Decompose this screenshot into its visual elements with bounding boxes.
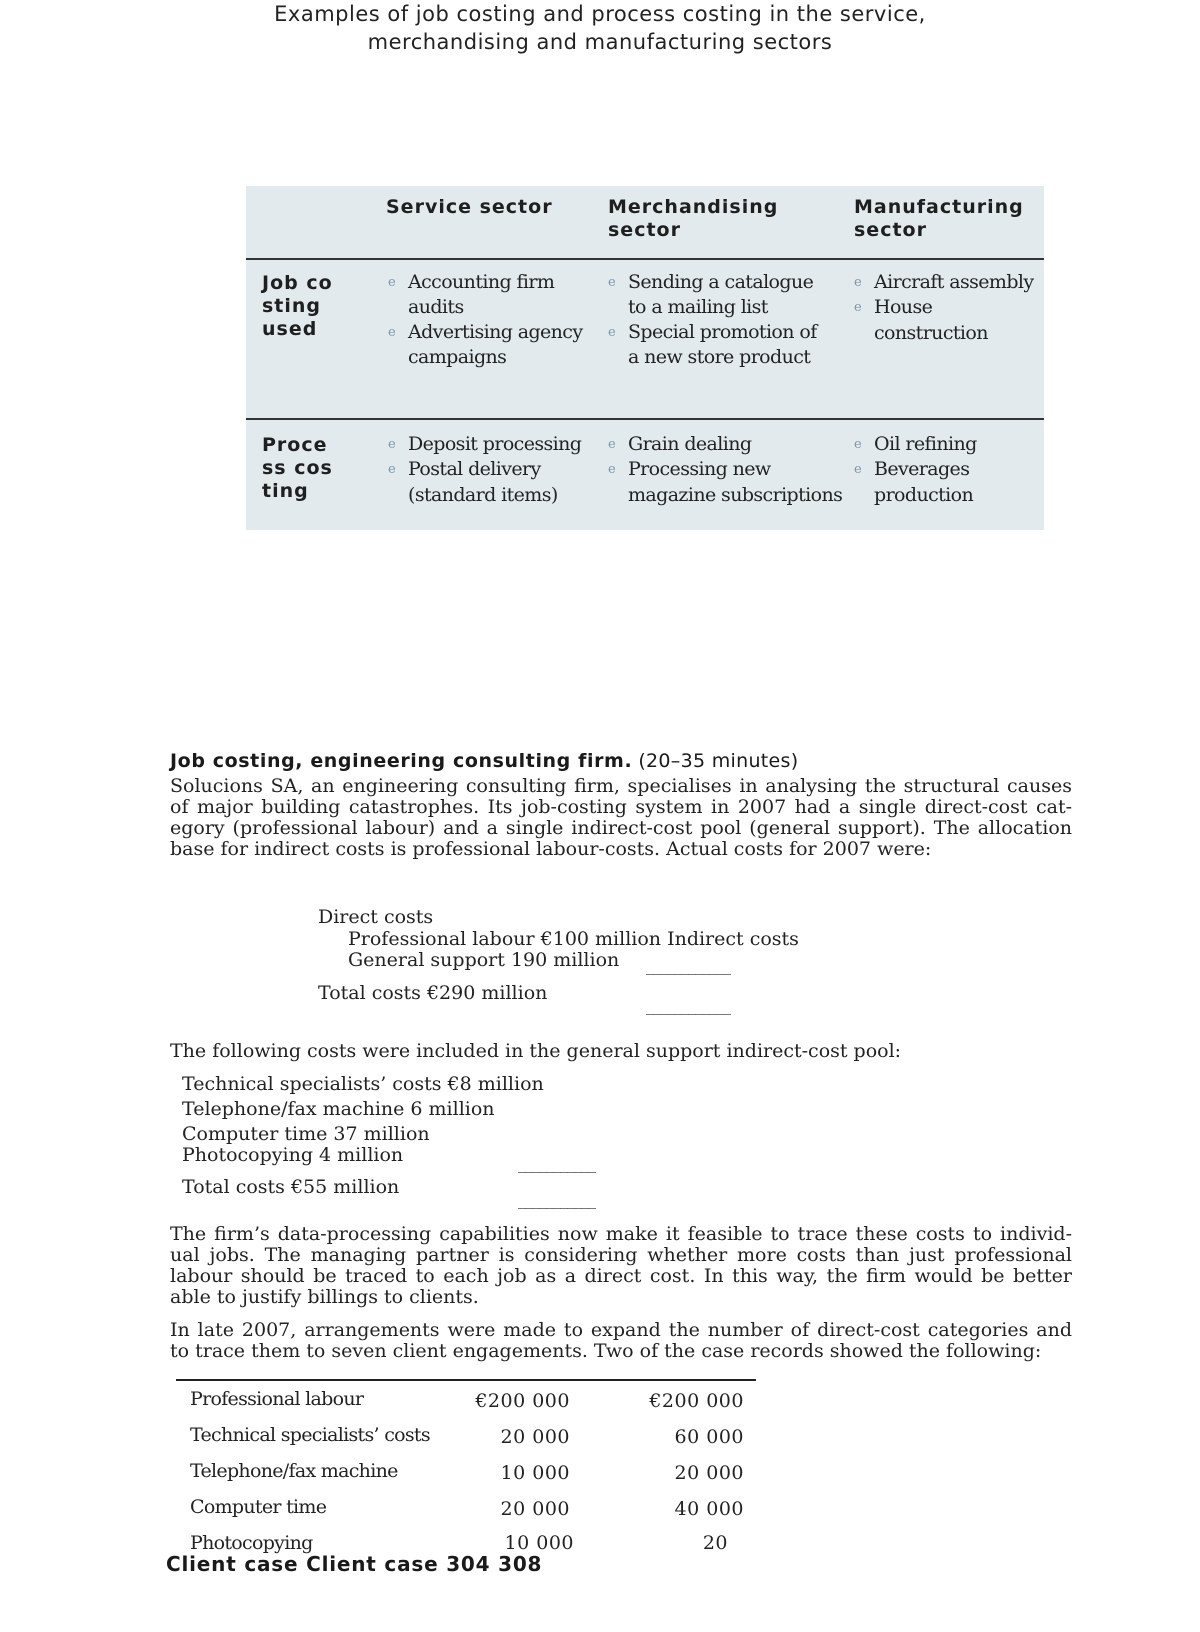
- column-header-service: Service sector: [386, 196, 553, 218]
- costing-examples-table: [246, 186, 1044, 530]
- list-item: e Oil refining: [854, 432, 1034, 457]
- pool-intro: The following costs were included in the general support indirect-cost pool:: [170, 1040, 902, 1062]
- page-title: [0, 0, 1200, 56]
- case-row-label: Technical specialists’ costs: [190, 1424, 430, 1446]
- case-row-label: Computer time: [190, 1496, 327, 1518]
- paragraph-2: The firm’s data-processing capabilities now make it feasible to trace these costs to individ- ual jobs. The managing partner is considering whether more costs than just professional labour should be traced to each job as a direct cost. In this way, the firm would be better able to justify billings to clients.: [170, 1223, 1072, 1308]
- pool-total-rule: ___________: [518, 1190, 595, 1209]
- bullet-icon: e: [608, 324, 616, 340]
- list-item: e Special promotion of a new store product: [608, 320, 817, 368]
- cell-job-service: [388, 270, 608, 370]
- list-item: e Sending a catalogue to a mailing list: [608, 271, 814, 319]
- exercise-heading: [170, 750, 798, 772]
- case-304-value: 10 000: [500, 1462, 570, 1484]
- list-item: e Aircraft assembly: [854, 270, 1050, 295]
- table-rule-2: [246, 418, 1044, 420]
- list-item: e Grain dealing: [608, 432, 848, 457]
- pool-item: Computer time 37 million: [182, 1123, 430, 1145]
- bullet-icon: e: [854, 436, 862, 452]
- pool-item: Telephone/fax machine 6 million: [182, 1098, 495, 1120]
- paragraph-3: In late 2007, arrangements were made to expand the number of direct-cost categories and to trace them to seven client engagements. Two of the case records showed the following:: [170, 1319, 1072, 1362]
- cell-process-merchandising: [608, 432, 848, 507]
- list-item: e Deposit processing: [388, 432, 608, 457]
- case-table-rule: [176, 1379, 756, 1381]
- bullet-icon: e: [388, 274, 396, 290]
- case-308-value: 40 000: [674, 1498, 744, 1520]
- case-304-value: 10 000: [504, 1532, 574, 1554]
- row-header-job-costing: Job costing used: [262, 272, 333, 340]
- bullet-icon: e: [854, 274, 862, 290]
- pool-item: Photocopying 4 million: [182, 1144, 404, 1166]
- title-line-2: merchandising and manufacturing sectors: [367, 30, 833, 54]
- case-304-value: €200 000: [475, 1390, 570, 1412]
- case-row-label: Telephone/fax machine: [190, 1460, 398, 1482]
- bullet-icon: e: [608, 274, 616, 290]
- list-item: e House construction: [854, 296, 988, 344]
- bullet-icon: e: [608, 436, 616, 452]
- list-item: e Postal delivery (standard items): [388, 458, 558, 506]
- table-rule-1: [246, 258, 1044, 260]
- total-rule: ____________: [646, 996, 730, 1015]
- case-row-label: Professional labour: [190, 1388, 364, 1410]
- list-item: e Processing new magazine subscriptions: [608, 458, 843, 506]
- list-item: e Beverages production: [854, 458, 974, 506]
- exercise-intro: Solucions SA, an engineering consulting firm, specialises in analysing the structural causes of major building catastrophes. Its job-costing system in 2007 had a single direct-cost cat- egory (professional labour) and a single indirect-cost pool (general support). The allocation base for indirect costs is professional labour-costs. Actual costs for 2007 were:: [170, 775, 1072, 860]
- bullet-icon: e: [388, 324, 396, 340]
- case-column-headers: Client case Client case 304 308: [166, 1552, 543, 1576]
- list-item: e Advertising agency campaigns: [388, 320, 583, 368]
- pool-total: Total costs €55 million: [182, 1176, 400, 1198]
- cell-process-manufacturing: [854, 432, 1034, 507]
- subtotal-rule: ____________: [646, 956, 730, 975]
- case-304-value: 20 000: [500, 1498, 570, 1520]
- bullet-icon: e: [388, 462, 396, 477]
- list-item: e Accounting firm audits: [388, 271, 555, 319]
- case-308-value: 20 000: [674, 1462, 744, 1484]
- column-header-merchandising: Merchandising sector: [608, 196, 779, 241]
- case-308-value: €200 000: [649, 1390, 744, 1412]
- case-308-value: 60 000: [674, 1426, 744, 1448]
- total-costs-line: Total costs €290 million: [318, 982, 548, 1004]
- exercise-title: Job costing, engineering consulting firm.: [170, 750, 633, 772]
- case-308-value: 20: [702, 1532, 728, 1554]
- pool-subtotal-rule: ___________: [518, 1154, 595, 1173]
- column-header-manufacturing: Manufacturing sector: [854, 196, 1024, 241]
- bullet-icon: e: [388, 436, 396, 452]
- cell-job-merchandising: [608, 270, 826, 370]
- direct-costs-label: Direct costs: [318, 906, 434, 928]
- cell-process-service: [388, 432, 608, 507]
- case-304-value: 20 000: [500, 1426, 570, 1448]
- cell-job-manufacturing: [854, 270, 1050, 345]
- bullet-icon: e: [608, 462, 616, 477]
- case-row-label: Photocopying: [190, 1532, 313, 1554]
- row-header-process-costing: Process costing: [262, 434, 333, 502]
- exercise-time: (20–35 minutes): [638, 750, 799, 772]
- general-support-line: General support 190 million: [348, 949, 620, 971]
- title-line-1: Examples of job costing and process costing in the service,: [274, 2, 926, 26]
- bullet-icon: e: [854, 300, 862, 315]
- bullet-icon: e: [854, 462, 862, 477]
- pool-item: Technical specialists’ costs €8 million: [182, 1073, 544, 1095]
- professional-labour-line: Professional labour €100 million Indirect costs: [348, 928, 799, 950]
